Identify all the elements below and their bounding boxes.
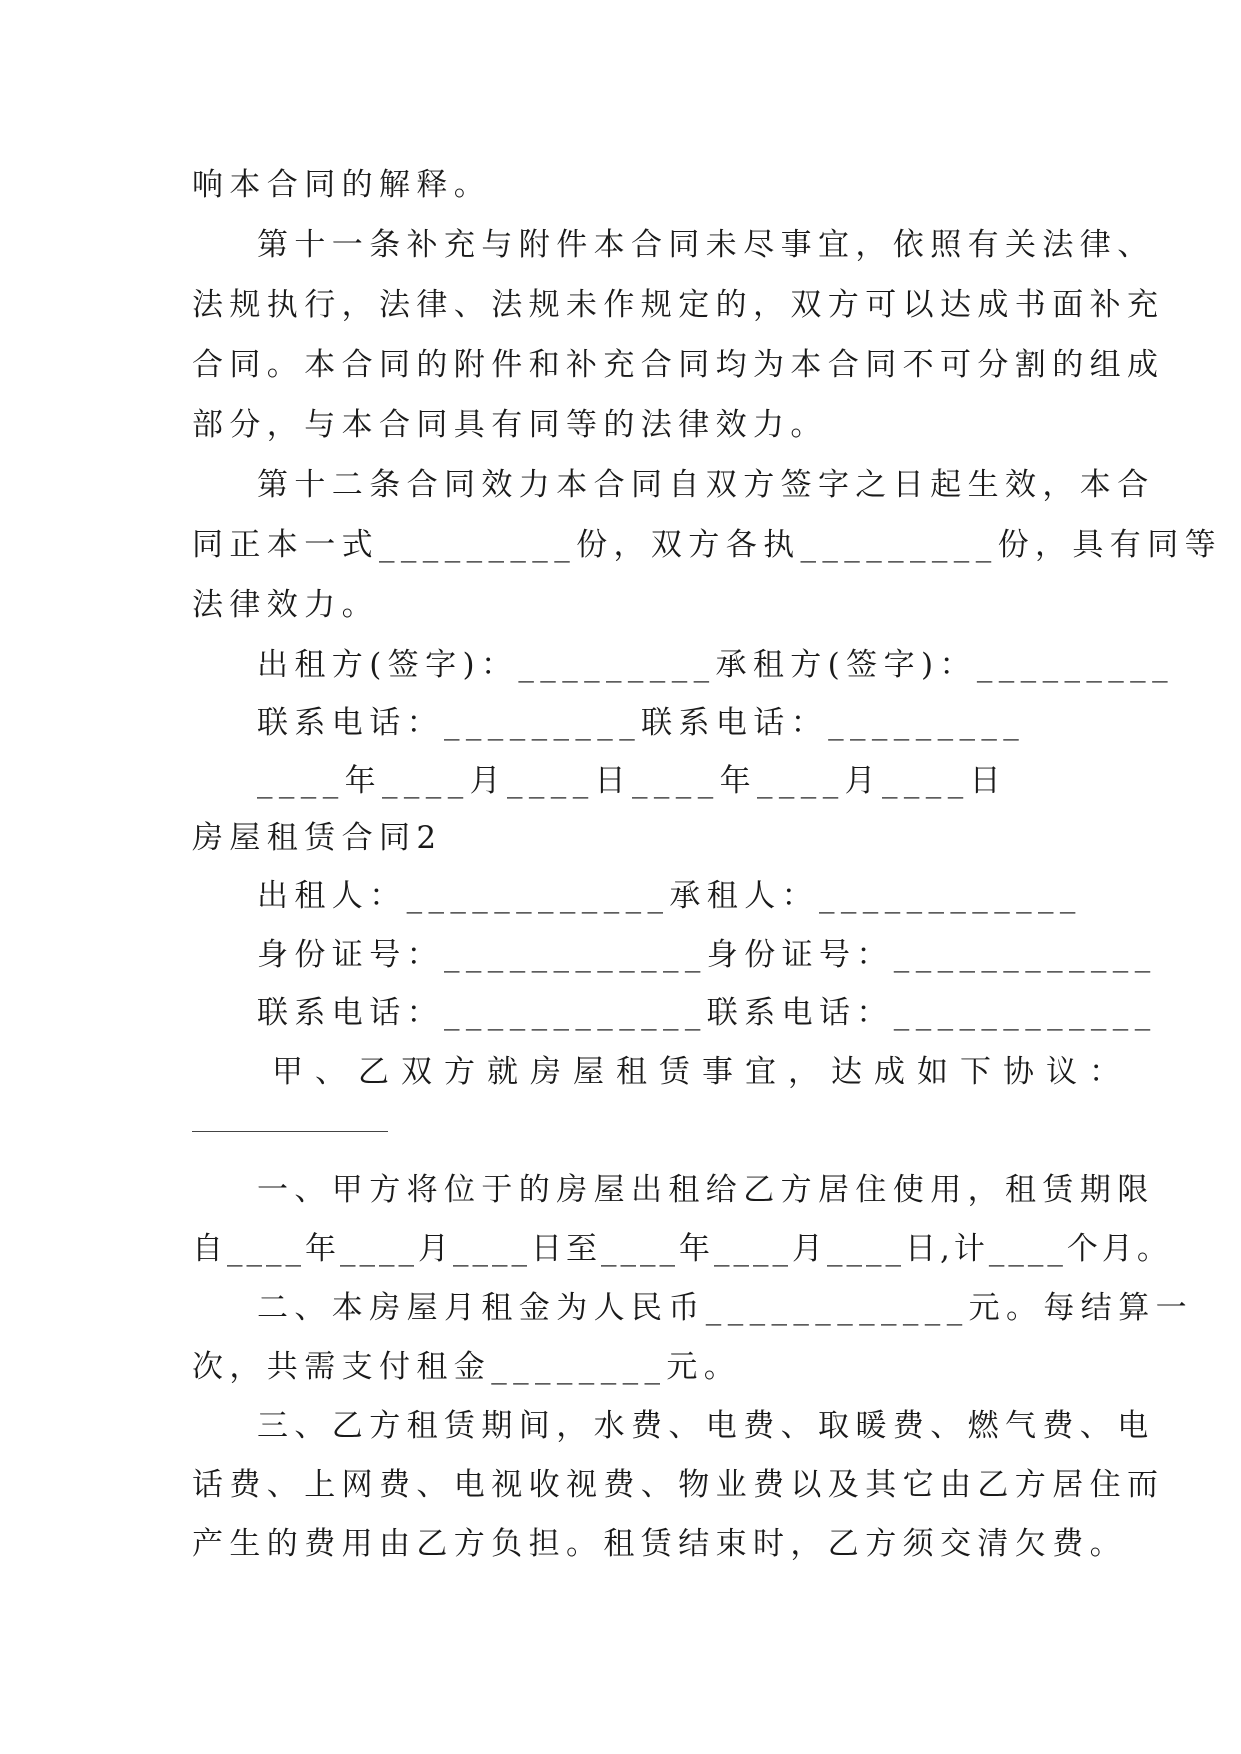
signature-line: 出租方(签字)：_________承租方(签字)：_________ xyxy=(257,647,1174,683)
date-line: ____年____月____日____年____月____日 xyxy=(257,763,1007,799)
agreement-intro: 甲、乙双方就房屋租赁事宜，达成如下协议： xyxy=(272,1054,1132,1090)
paragraph-line: 第十二条合同效力本合同自双方签字之日起生效，本合 xyxy=(257,467,1155,503)
phone-line: 联系电话：____________联系电话：____________ xyxy=(257,995,1157,1031)
paragraph-line: 同正本一式_________份，双方各执_________份，具有同等 xyxy=(192,527,1222,563)
paragraph-line: 产生的费用由乙方负担。租赁结束时，乙方须交清欠费。 xyxy=(192,1526,1127,1562)
paragraph-line: 合同。本合同的附件和补充合同均为本合同不可分割的组成 xyxy=(192,347,1165,383)
paragraph-line: 部分，与本合同具有同等的法律效力。 xyxy=(192,407,828,443)
paragraph-line: 一、甲方将位于的房屋出租给乙方居住使用，租赁期限 xyxy=(257,1172,1155,1208)
phone-line: 联系电话：_________联系电话：_________ xyxy=(257,705,1026,741)
paragraph-line: 话费、上网费、电视收视费、物业费以及其它由乙方居住而 xyxy=(192,1467,1165,1503)
paragraph-line: 二、本房屋月租金为人民币____________元。每结算一 xyxy=(257,1290,1193,1326)
paragraph-line: 法律效力。 xyxy=(192,587,379,623)
paragraph-line: 次，共需支付租金________元。 xyxy=(192,1349,742,1385)
id-number-line: 身份证号：____________身份证号：____________ xyxy=(257,937,1157,973)
blank-underline xyxy=(192,1131,388,1132)
paragraph-line: 法规执行，法律、法规未作规定的，双方可以达成书面补充 xyxy=(192,287,1165,323)
paragraph-line: 响本合同的解释。 xyxy=(192,167,492,203)
contract-title: 房屋租赁合同2 xyxy=(192,820,443,856)
paragraph-line: 第十一条补充与附件本合同未尽事宜，依照有关法律、 xyxy=(257,227,1155,263)
party-line: 出租人：____________承租人：____________ xyxy=(257,878,1082,914)
paragraph-line: 自____年____月____日至____年____月____日,计____个月。 xyxy=(192,1231,1172,1267)
paragraph-line: 三、乙方租赁期间，水费、电费、取暖费、燃气费、电 xyxy=(257,1408,1155,1444)
